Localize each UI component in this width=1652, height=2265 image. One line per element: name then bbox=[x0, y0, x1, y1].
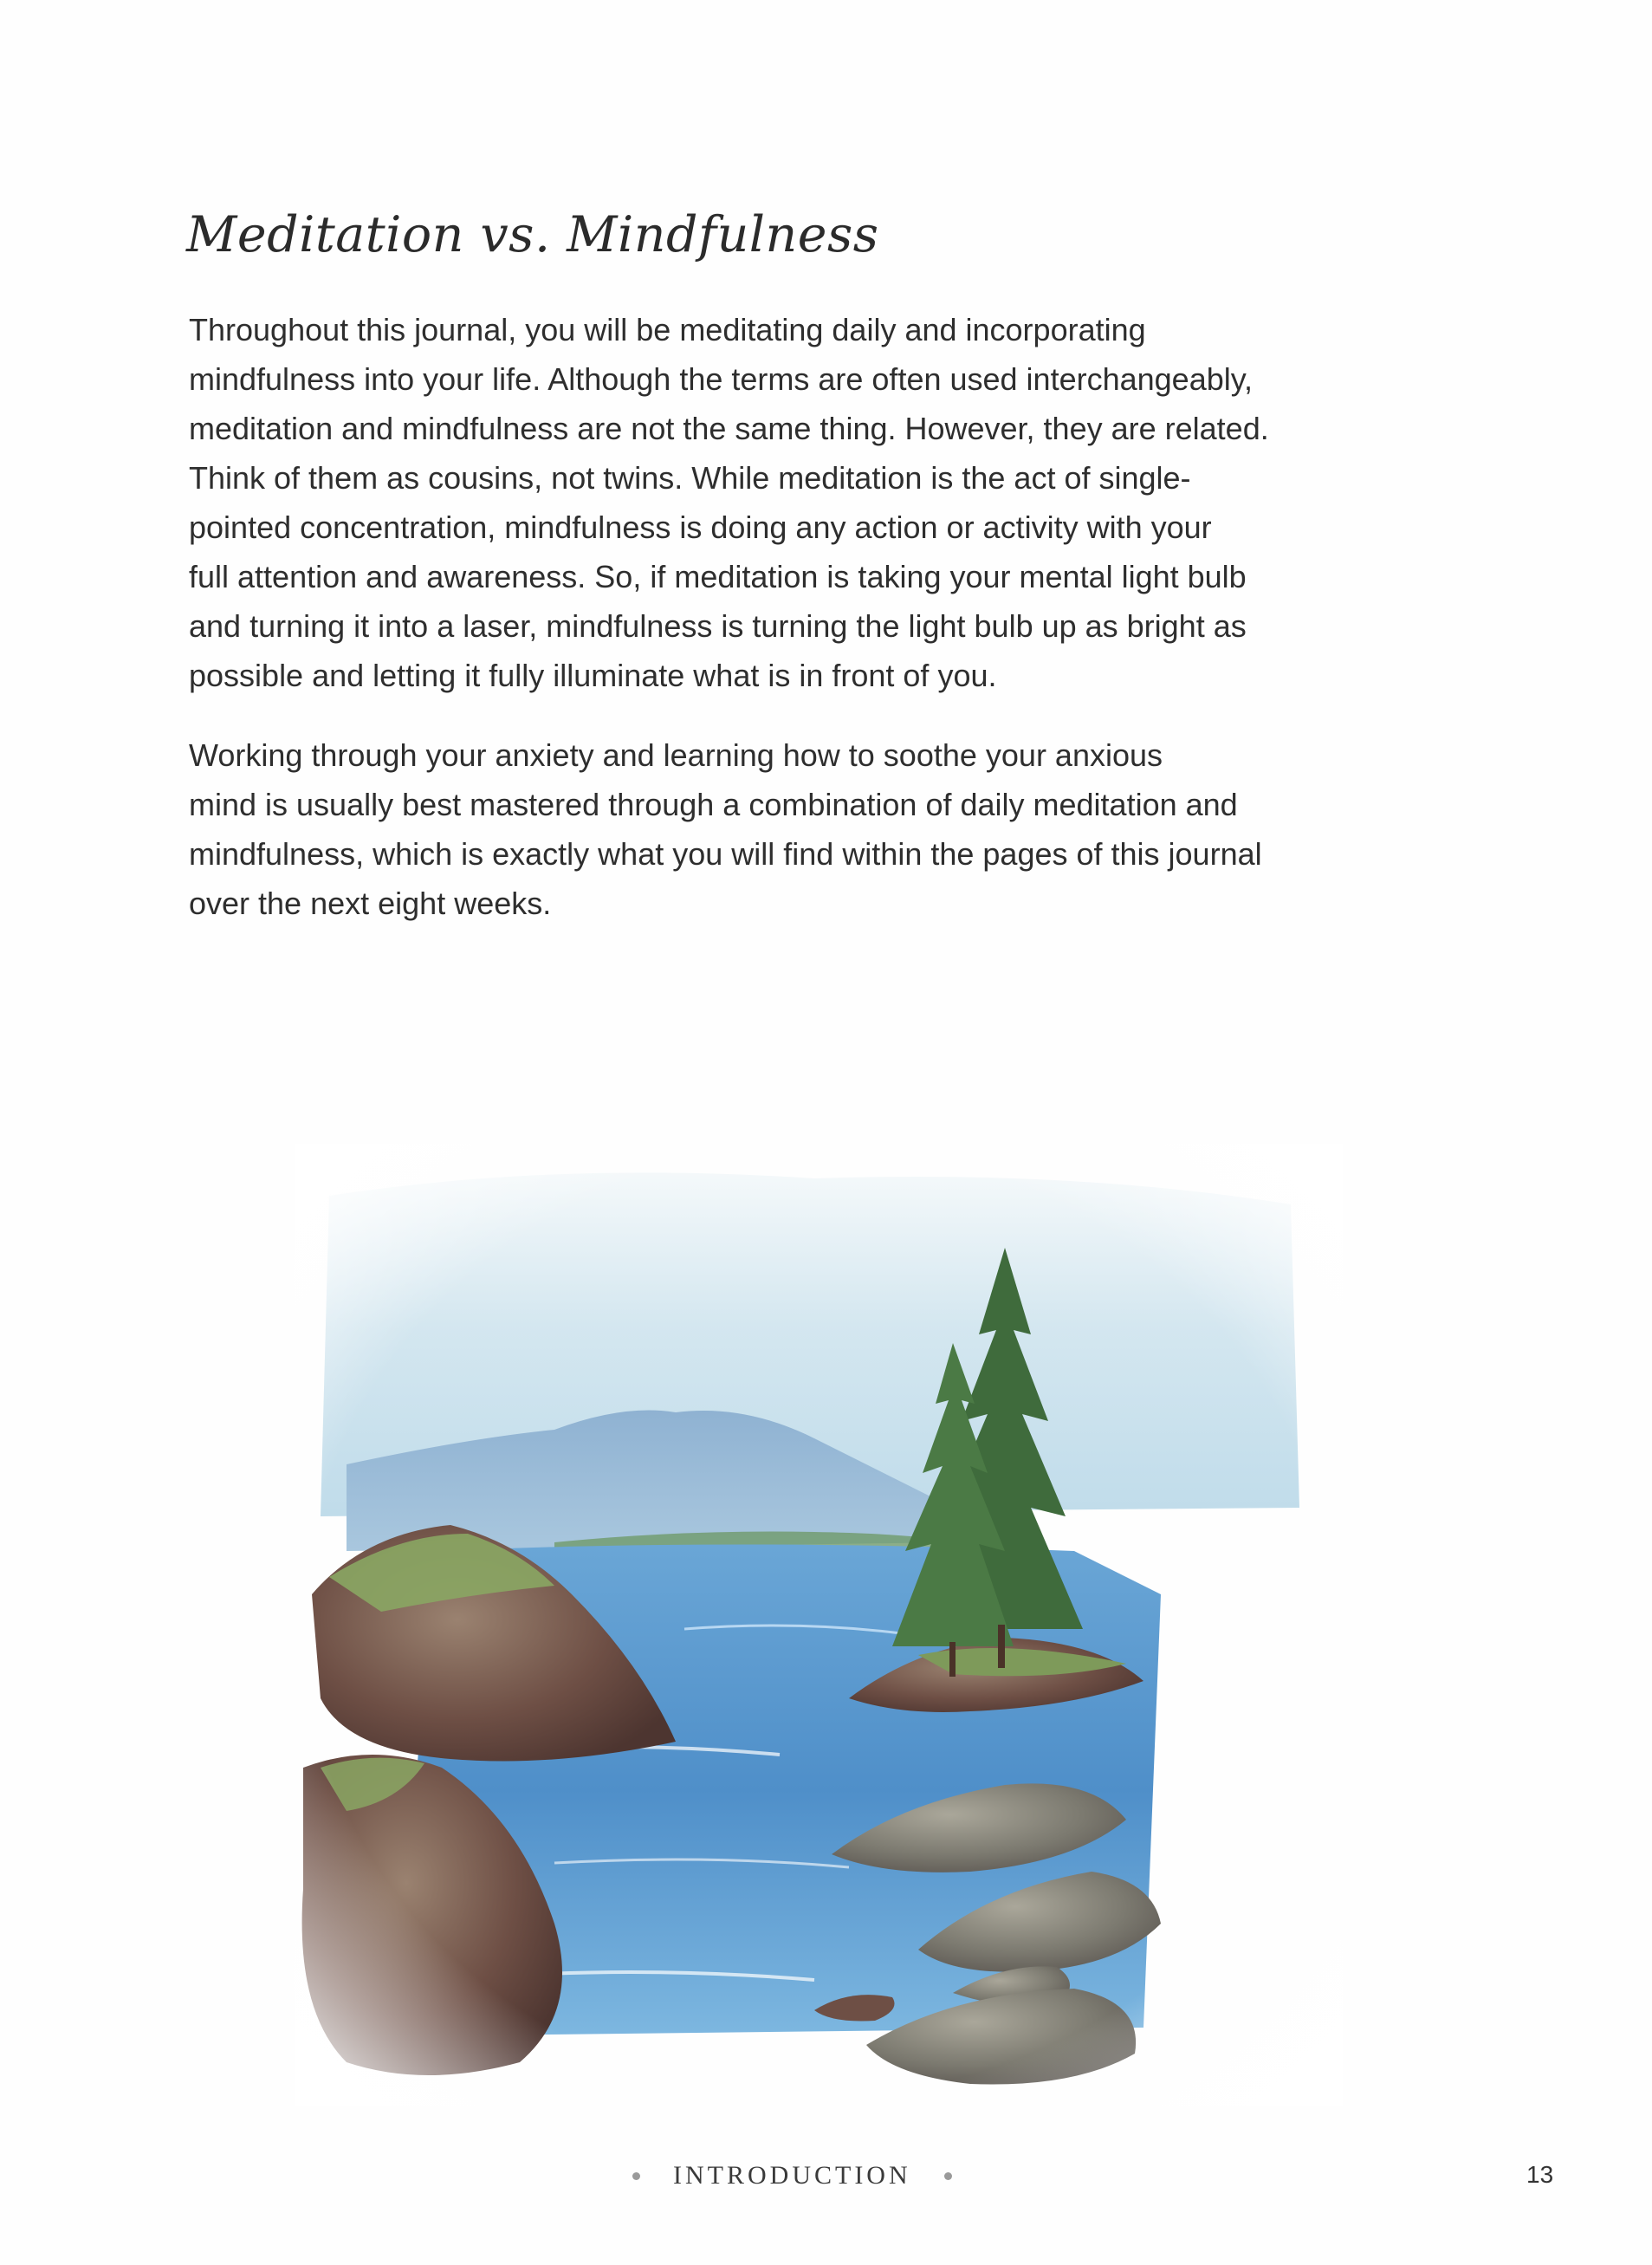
watercolor-landscape-illustration bbox=[295, 1144, 1343, 2106]
paragraph-line: possible and letting it fully illuminate what is in front of you. bbox=[189, 658, 997, 693]
paragraph-line: full attention and awareness. So, if meditation is taking your mental light bulb bbox=[189, 559, 1247, 594]
bullet-dot-icon bbox=[632, 2172, 640, 2180]
paragraph-line: Throughout this journal, you will be meditating daily and incorporating bbox=[189, 312, 1146, 347]
intro-paragraph-2 bbox=[189, 730, 1419, 928]
paragraph-line: Working through your anxiety and learning how to soothe your anxious bbox=[189, 737, 1163, 773]
bullet-dot-icon bbox=[944, 2172, 952, 2180]
footer-section bbox=[632, 2161, 952, 2190]
paragraph-line: mindfulness, which is exactly what you will find within the pages of this journal bbox=[189, 836, 1262, 872]
page-title: Meditation vs. Mindfulness bbox=[186, 206, 879, 263]
paragraph-line: pointed concentration, mindfulness is doing any action or activity with your bbox=[189, 509, 1212, 545]
intro-paragraph-1 bbox=[189, 305, 1419, 700]
page-footer bbox=[0, 2161, 1652, 2196]
paragraph-line: mind is usually best mastered through a combination of daily meditation and bbox=[189, 787, 1238, 822]
section-label: INTRODUCTION bbox=[673, 2161, 911, 2190]
paragraph-line: mindfulness into your life. Although the terms are often used interchangeably, bbox=[189, 361, 1254, 397]
paragraph-line: over the next eight weeks. bbox=[189, 886, 552, 921]
paragraph-line: Think of them as cousins, not twins. While meditation is the act of single- bbox=[189, 460, 1191, 496]
paragraph-line: meditation and mindfulness are not the same thing. However, they are related. bbox=[189, 411, 1269, 446]
paragraph-line: and turning it into a laser, mindfulness is turning the light bulb up as bright as bbox=[189, 608, 1247, 644]
page-number: 13 bbox=[1526, 2161, 1554, 2188]
